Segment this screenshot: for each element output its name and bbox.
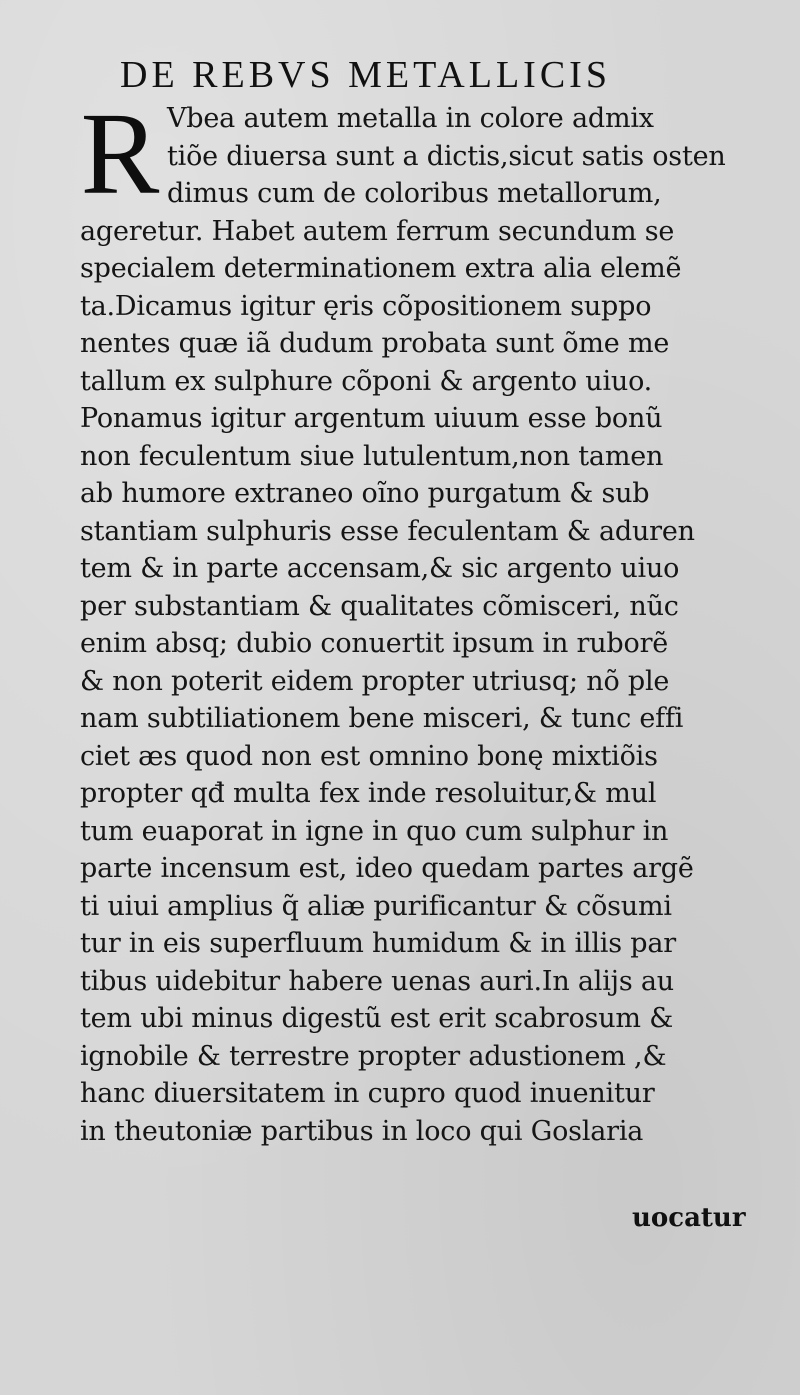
text-line: enim absq; dubio conuertit ipsum in ruborẽ	[80, 628, 669, 659]
text-line: hanc diuersitatem in cupro quod inuenitur	[80, 1078, 655, 1109]
text-line: tiõe diuersa sunt a dictis,sicut satis osten	[167, 140, 726, 172]
text-line: ti uiui amplius q̃ aliæ purificantur & cõsumi	[80, 890, 672, 922]
text-line: stantiam sulphuris esse feculentam & aduren	[80, 515, 695, 547]
running-title: DE REBVS METALLICIS	[120, 54, 611, 96]
text-line: Vbea autem metalla in colore admix	[167, 103, 654, 134]
text-line: specialem determinationem extra alia elemẽ	[80, 253, 682, 284]
drop-cap-initial: R	[80, 88, 160, 219]
text-line: tem & in parte accensam,& sic argento uiuo	[80, 553, 680, 584]
text-line: tibus uidebitur habere uenas auri.In alijs au	[80, 965, 674, 997]
text-line: ta.Dicamus igitur ęris cõpositionem suppo	[80, 290, 652, 322]
text-line: nentes quæ iã dudum probata sunt õme me	[80, 328, 670, 359]
text-line: & non poterit eidem propter utriusq; nõ ple	[80, 665, 670, 697]
text-line: propter qđ multa fex inde resoluitur,& mul	[80, 778, 657, 809]
text-line: tem ubi minus digestũ est erit scabrosum &	[80, 1003, 674, 1034]
text-line: nam subtiliationem bene misceri, & tunc effi	[80, 703, 684, 734]
text-line: ageretur. Habet autem ferrum secundum se	[80, 215, 675, 247]
text-line: Ponamus igitur argentum uiuum esse bonũ	[80, 403, 663, 434]
text-line: ignobile & terrestre propter adustionem ,&	[80, 1040, 667, 1072]
text-line: ciet æs quod non est omnino bonę mixtiõis	[80, 740, 658, 772]
text-line: per substantiam & qualitates cõmisceri, nũc	[80, 590, 679, 622]
text-line: parte incensum est, ideo quedam partes argẽ	[80, 853, 694, 884]
text-line: non feculentum siue lutulentum,non tamen	[80, 440, 664, 472]
text-line: dimus cum de coloribus metallorum,	[167, 178, 662, 209]
text-line: tur in eis superfluum humidum & in illis par	[80, 928, 676, 959]
text-line: tallum ex sulphure cõponi & argento uiuo.	[80, 365, 653, 397]
body-text	[80, 88, 760, 1150]
text-line: ab humore extraneo oĩno purgatum & sub	[80, 478, 650, 509]
text-line: tum euaporat in igne in quo cum sulphur in	[80, 815, 669, 847]
text-line: in theutoniæ partibus in loco qui Goslaria	[80, 1115, 644, 1147]
catchword: uocatur	[632, 1203, 746, 1233]
